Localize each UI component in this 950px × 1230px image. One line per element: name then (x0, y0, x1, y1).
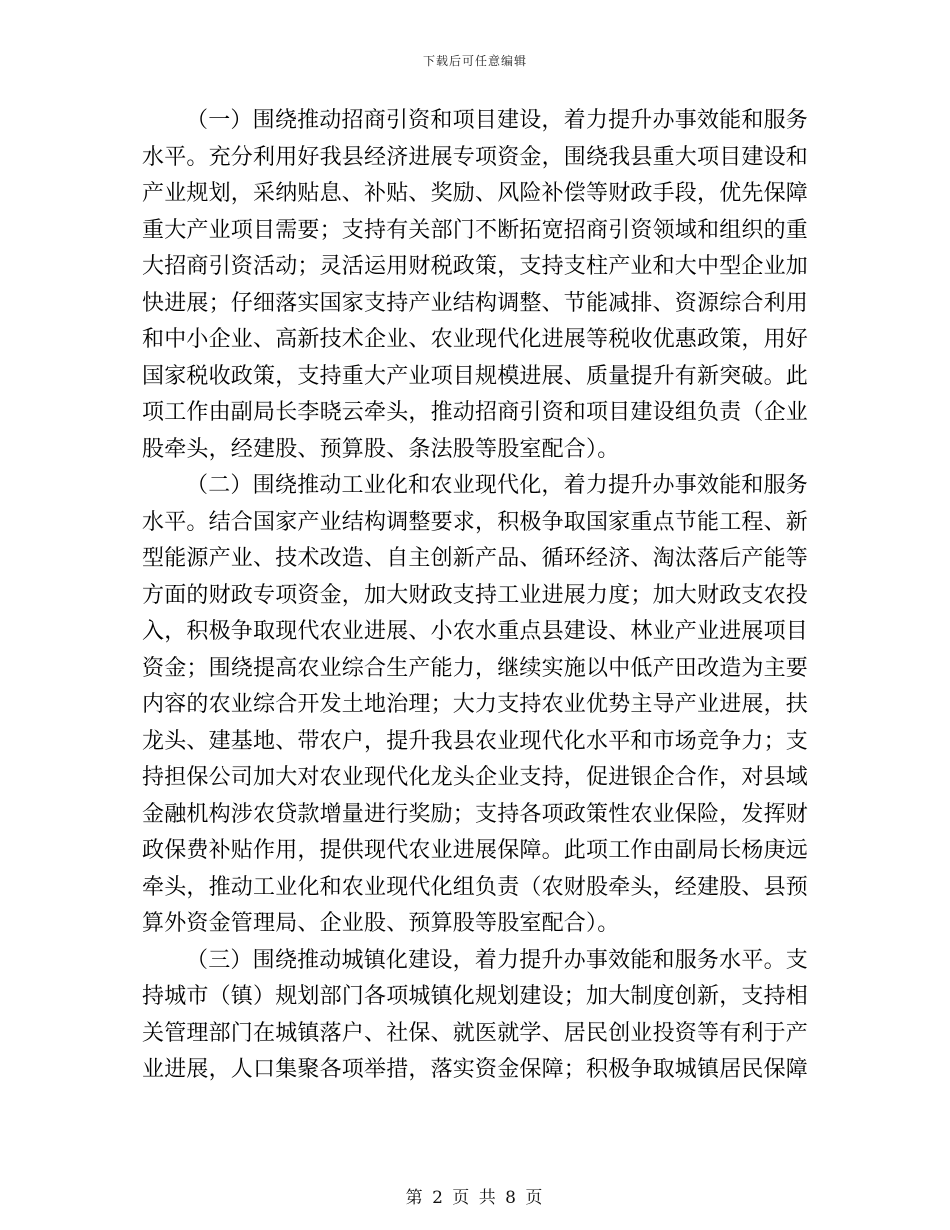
paragraph-2: （二）围绕推动工业化和农业现代化，着力提升办事效能和服务水平。结合国家产业结构调整要求，积极争取国家重点节能工程、新型能源产业、技术改造、自主创新产品、循环经济、淘汰落后产能等方面的财政专项资金，加大财政支持工业进展力度；加大财政支农投入，积极争取现代农业进展、小农水重点县建设、林业产业进展项目资金；围绕提高农业综合生产能力，继续实施以中低产田改造为主要内容的农业综合开发土地治理；大力支持农业优势主导产业进展，扶龙头、建基地、带农户，提升我县农业现代化水平和市场竞争力；支持担保公司加大对农业现代化龙头企业支持，促进银企合作，对县域金融机构涉农贷款增量进行奖励；支持各项政策性农业保险，发挥财政保费补贴作用，提供现代农业进展保障。此项工作由副局长杨庚远牵头，推动工业化和农业现代化组负责（农财股牵头，经建股、县预算外资金管理局、企业股、预算股等股室配合）。 (142, 473, 809, 936)
page-number-footer: 第 2 页 共 8 页 (405, 1188, 545, 1208)
page-header: 下载后可任意编辑 (422, 54, 527, 68)
paragraph-1: （一）围绕推动招商引资和项目建设，着力提升办事效能和服务水平。充分利用好我县经济进展专项资金，围绕我县重大项目建设和产业规划，采纳贴息、补贴、奖励、风险补偿等财政手段，优先保障重大产业项目需要；支持有关部门不断拓宽招商引资领域和组织的重大招商引资活动；灵活运用财税政策，支持支柱产业和大中型企业加快进展；仔细落实国家支持产业结构调整、节能减排、资源综合利用和中小企业、高新技术企业、农业现代化进展等税收优惠政策，用好国家税收政策，支持重大产业项目规模进展、质量提升有新突破。此项工作由副局长李晓云牵头，推动招商引资和项目建设组负责（企业股牵头，经建股、预算股、条法股等股室配合）。 (142, 108, 809, 462)
paragraph-3: （三）围绕推动城镇化建设，着力提升办事效能和服务水平。支持城市（镇）规划部门各项城镇化规划建设；加大制度创新，支持相关管理部门在城镇落户、社保、就医就学、居民创业投资等有利于产业进展，人口集聚各项举措，落实资金保障；积极争取城镇居民保障 (142, 947, 809, 1082)
document-body (142, 103, 808, 1089)
